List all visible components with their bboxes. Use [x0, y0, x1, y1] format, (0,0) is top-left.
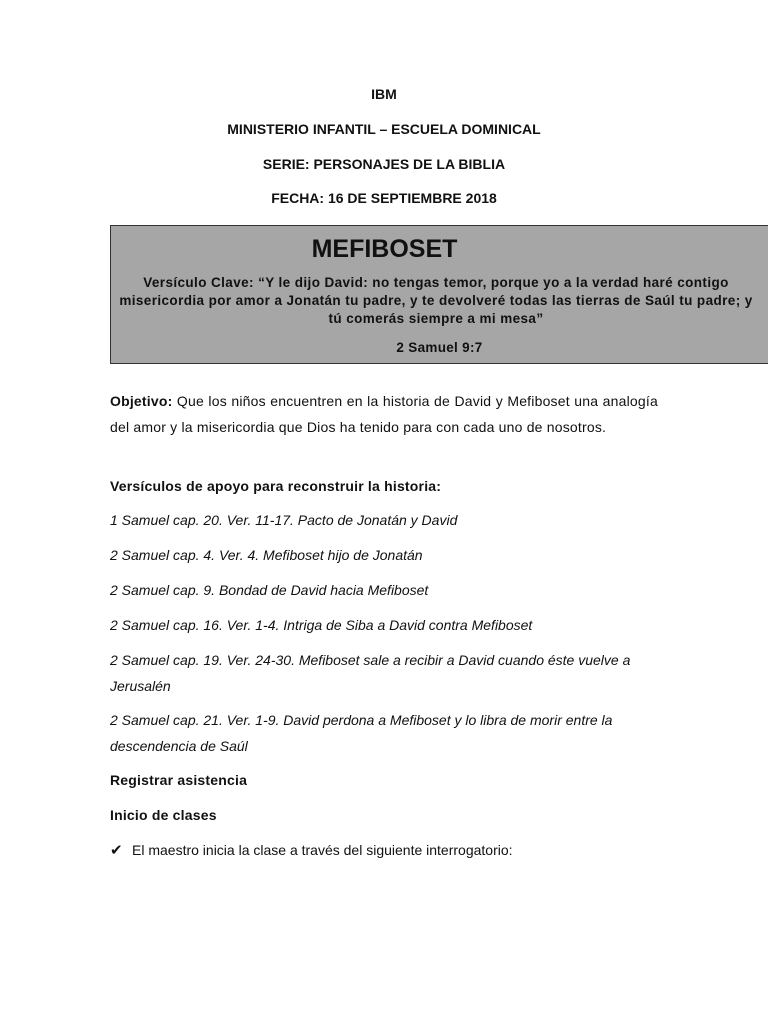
key-verse: Versículo Clave: “Y le dijo David: no tengas temor, porque yo a la verdad haré contigo misericordia por amor a Jonatán tu padre, y te devolveré todas las tierras de Saúl tu padre; y tú comerás siempre a mi mesa” [119, 275, 753, 326]
key-verse-reference: 2 Samuel 9:7 [396, 340, 483, 355]
attendance-heading: Registrar asistencia [110, 772, 248, 788]
verse-item: 1 Samuel cap. 20. Ver. 11-17. Pacto de Jonatán y David [110, 512, 458, 528]
verse-item: 2 Samuel cap. 16. Ver. 1-4. Intriga de Siba a David contra Mefiboset [110, 617, 533, 633]
header-ministry: MINISTERIO INFANTIL – ESCUELA DOMINICAL [227, 121, 541, 137]
support-verses-heading: Versículos de apoyo para reconstruir la historia: [110, 478, 442, 494]
verse-item: 2 Samuel cap. 21. Ver. 1-9. David perdona a Mefiboset y lo libra de morir entre la descendencia de Saúl [110, 712, 613, 754]
verse-item: 2 Samuel cap. 9. Bondad de David hacia Mefiboset [110, 582, 429, 598]
lesson-title-box [110, 225, 768, 364]
verse-item: 2 Samuel cap. 19. Ver. 24-30. Mefiboset sale a recibir a David cuando éste vuelve a Jerusalén [110, 652, 631, 694]
lesson-title: MEFIBOSET [311, 235, 458, 263]
objective-paragraph [110, 389, 658, 440]
objective-label: Objetivo: [110, 393, 173, 409]
verse-item: 2 Samuel cap. 4. Ver. 4. Mefiboset hijo de Jonatán [110, 547, 423, 563]
class-start-item [110, 840, 513, 861]
objective-text: Que los niños encuentren en la historia de David y Mefiboset una analogía del amor y la misericordia que Dios ha tenido para con cada uno de nosotros. [110, 393, 658, 435]
header-date: FECHA: 16 DE SEPTIEMBRE 2018 [271, 190, 497, 206]
header-series: SERIE: PERSONAJES DE LA BIBLIA [262, 156, 506, 172]
class-start-item-text: El maestro inicia la clase a través del siguiente interrogatorio: [132, 842, 513, 858]
class-start-heading: Inicio de clases [110, 807, 217, 823]
checkmark-icon: ✔ [110, 842, 123, 859]
header-org: IBM [371, 86, 397, 102]
